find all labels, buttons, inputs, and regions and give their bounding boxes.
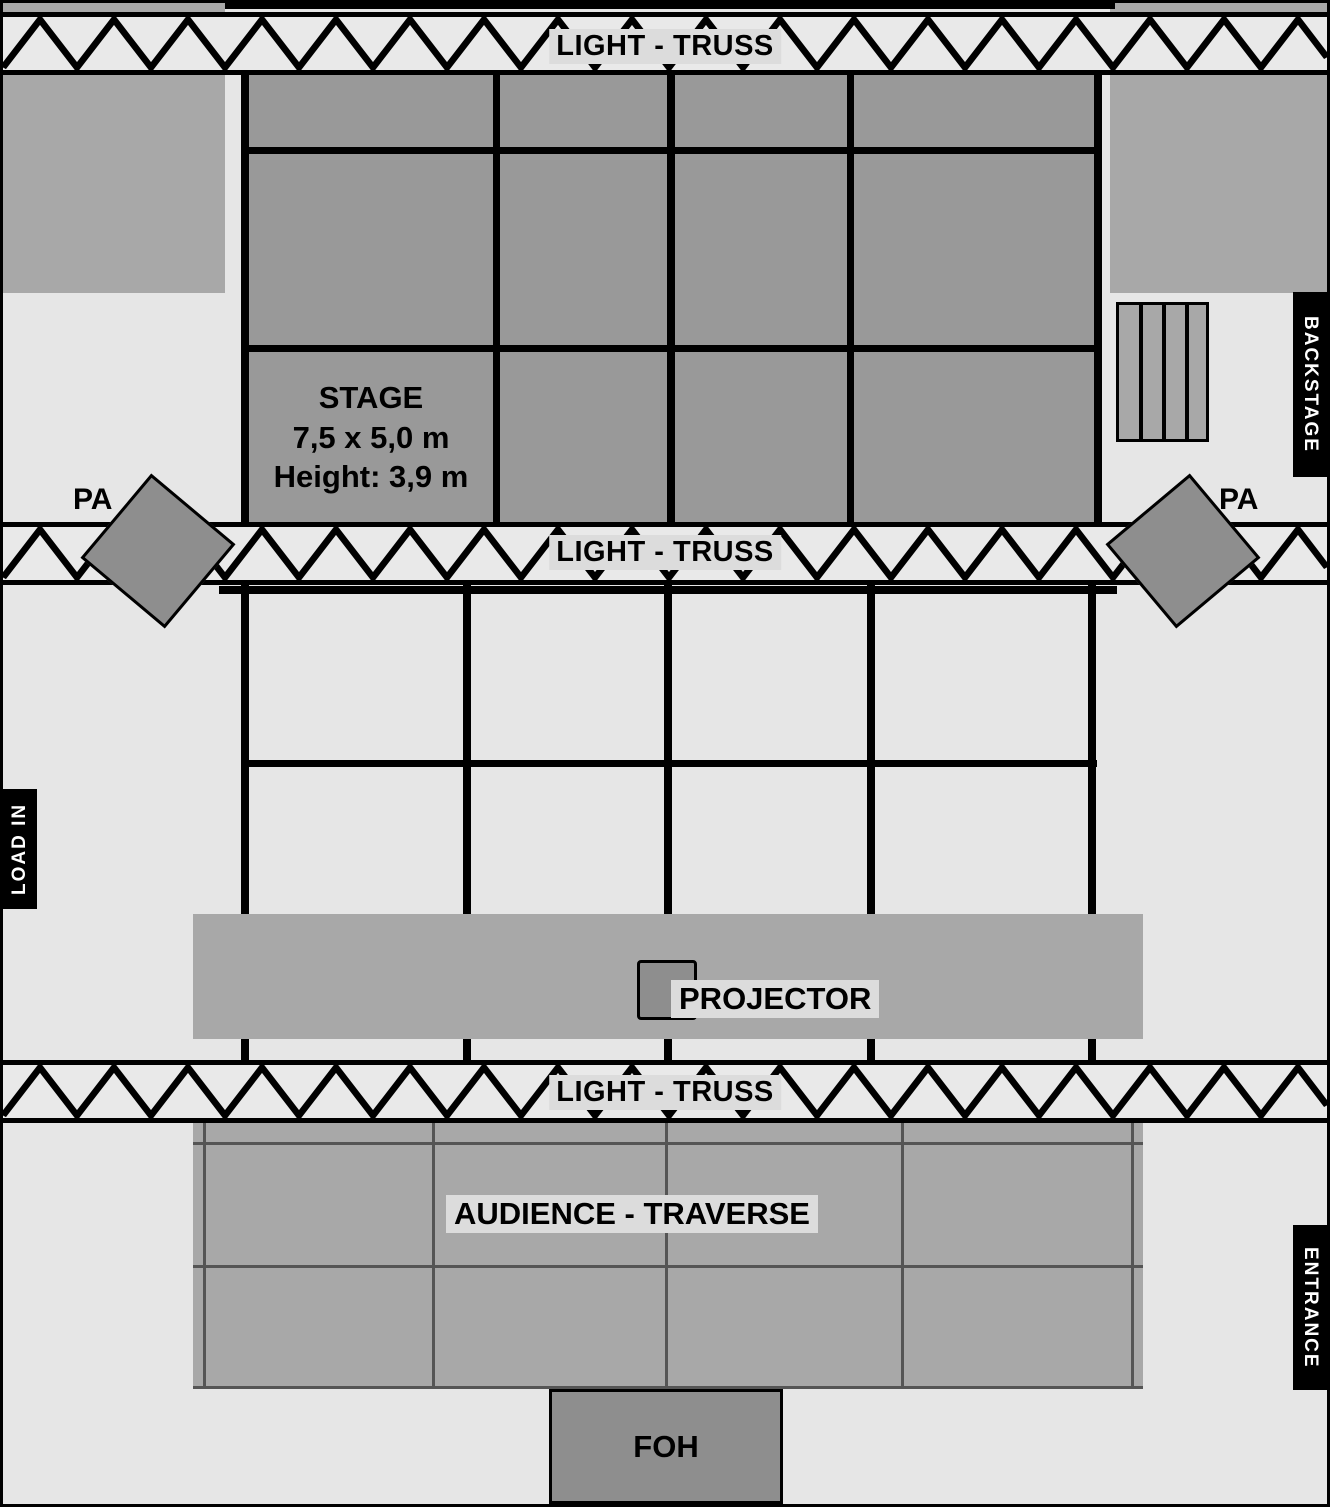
truss-bottom-label: LIGHT - TRUSS bbox=[549, 1075, 781, 1110]
backstage-label: BACKSTAGE bbox=[1300, 316, 1321, 453]
load-in-label: LOAD IN bbox=[9, 802, 30, 896]
floor-grid-hline bbox=[241, 760, 1097, 767]
audience-grid-vline bbox=[665, 1123, 668, 1389]
floor-grid-hline bbox=[219, 586, 1117, 594]
load-in-tab bbox=[3, 789, 37, 909]
stairs-step-line bbox=[1162, 302, 1166, 442]
stage-dimensions: 7,5 x 5,0 m bbox=[292, 419, 450, 455]
foh-area bbox=[549, 1389, 783, 1504]
stage-grid-hline bbox=[241, 345, 1102, 352]
stairs-step-line bbox=[1139, 302, 1143, 442]
stage-grid-vline bbox=[241, 71, 249, 531]
audience-block bbox=[193, 1123, 1143, 1389]
entrance-tab bbox=[1293, 1225, 1327, 1390]
audience-grid-vline bbox=[203, 1123, 206, 1389]
foh-label: FOH bbox=[633, 1428, 699, 1464]
backstage-tab bbox=[1293, 292, 1327, 477]
truss-top-label: LIGHT - TRUSS bbox=[549, 29, 781, 64]
stage-grid-hline bbox=[241, 147, 1102, 154]
audience-grid-vline bbox=[1131, 1123, 1134, 1389]
audience-grid-hline bbox=[193, 1142, 1143, 1145]
stage-name: STAGE bbox=[318, 380, 424, 415]
stage-grid-vline bbox=[1094, 71, 1102, 531]
audience-grid-vline bbox=[432, 1123, 435, 1389]
stage-info bbox=[261, 378, 481, 497]
stage-grid-vline bbox=[493, 71, 500, 531]
audience-label: AUDIENCE - TRAVERSE bbox=[446, 1195, 818, 1233]
entrance-label: ENTRANCE bbox=[1300, 1246, 1321, 1369]
stage-grid-vline bbox=[847, 71, 854, 531]
stage-height: Height: 3,9 m bbox=[273, 459, 469, 495]
pa-label-left: PA bbox=[73, 483, 113, 516]
stage-grid-vline bbox=[667, 71, 675, 531]
stairs-step-line bbox=[1185, 302, 1189, 442]
projector-label: PROJECTOR bbox=[671, 980, 879, 1018]
audience-grid-vline bbox=[901, 1123, 904, 1389]
audience-grid-hline bbox=[193, 1265, 1143, 1268]
pa-label-right: PA bbox=[1219, 483, 1259, 516]
backstage-top-line bbox=[225, 3, 1115, 9]
truss-mid-label: LIGHT - TRUSS bbox=[549, 535, 781, 570]
